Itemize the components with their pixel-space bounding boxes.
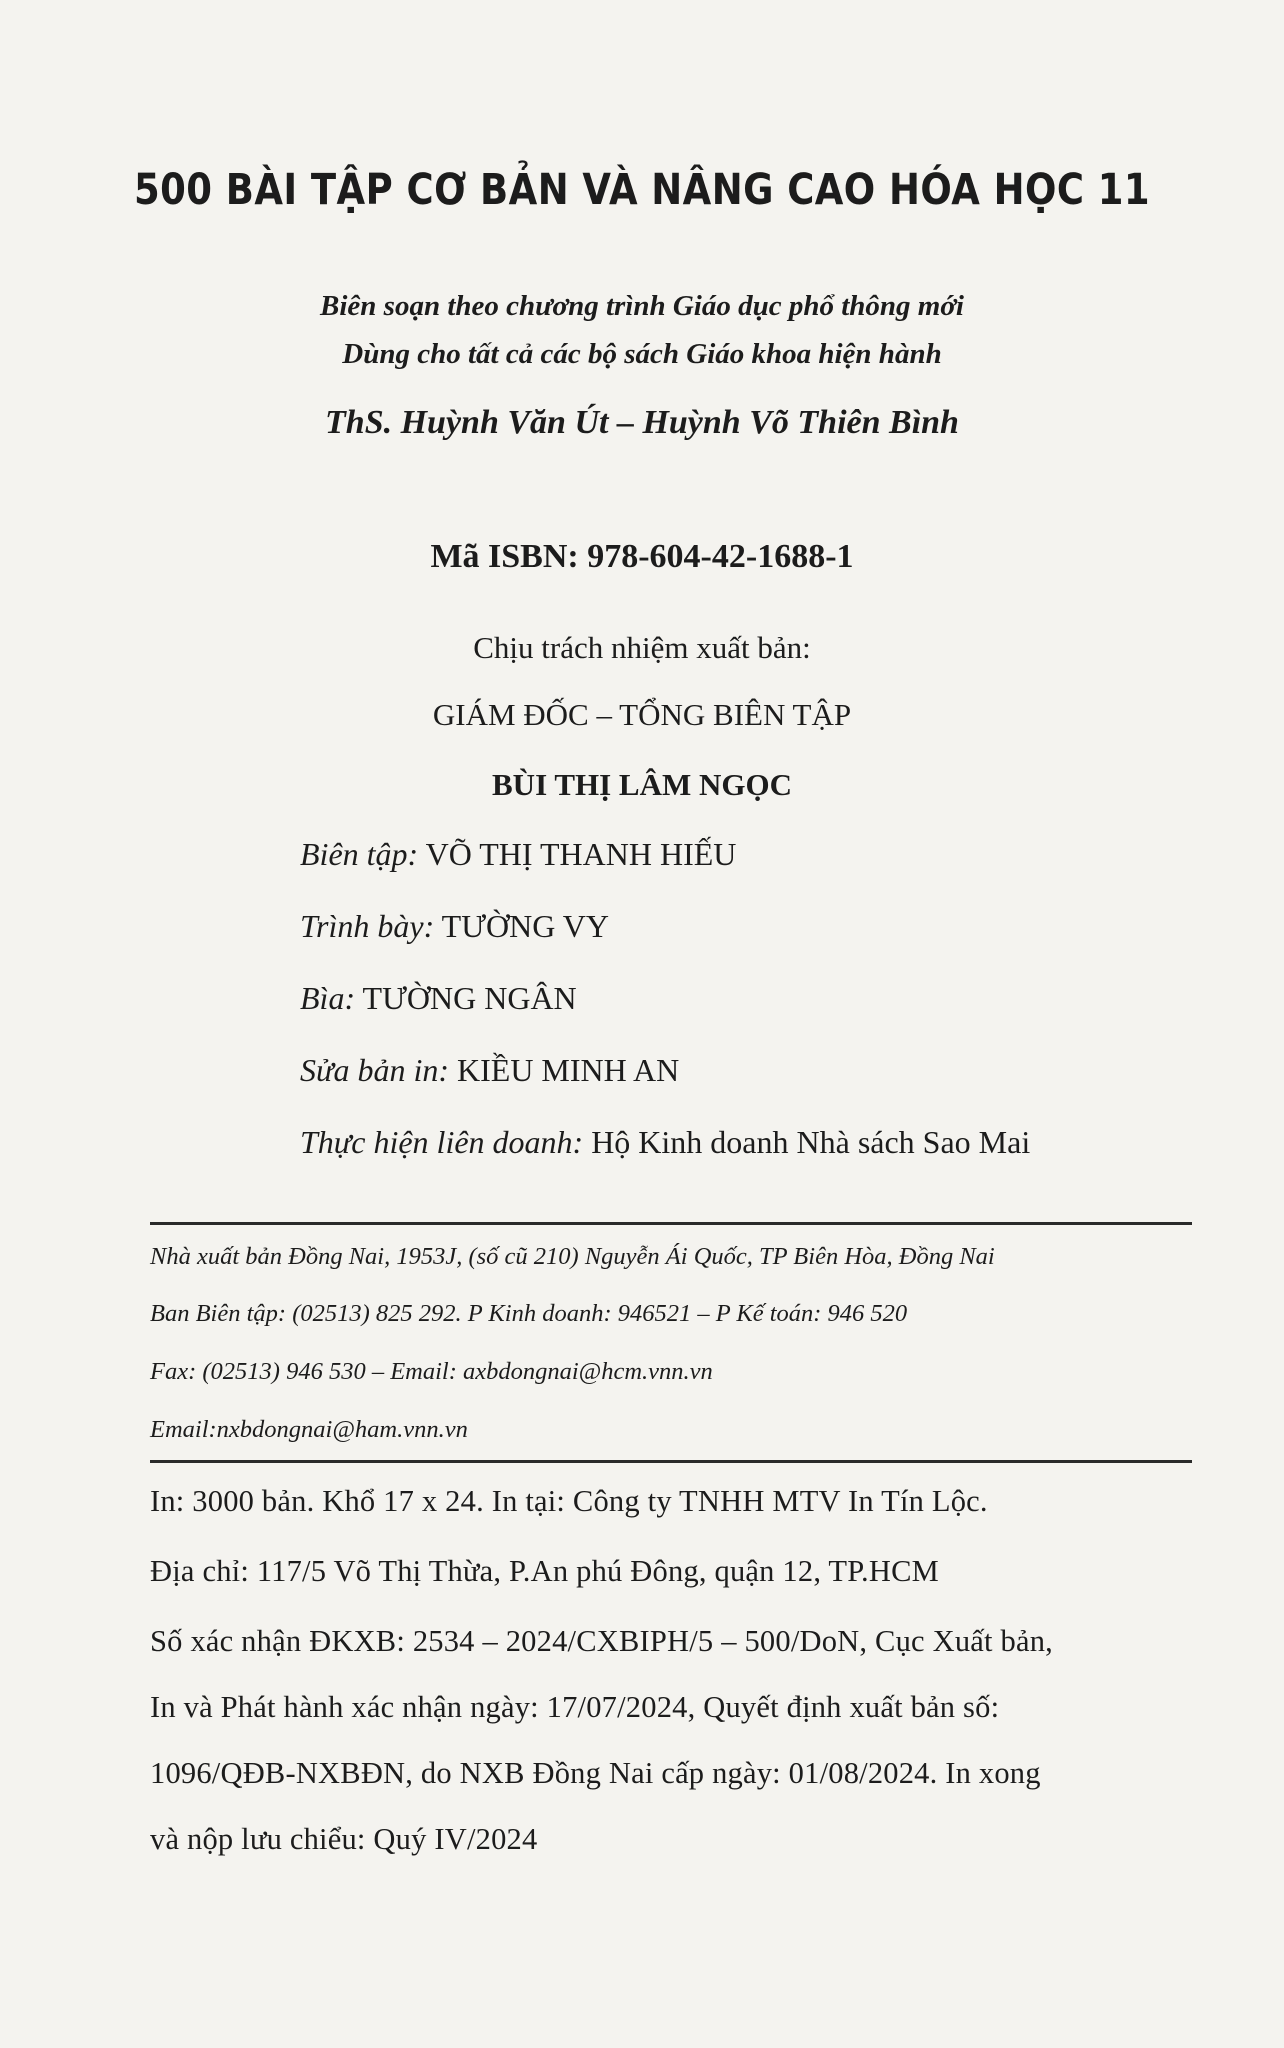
credit-value: VÕ THỊ THANH HIẾU xyxy=(425,836,737,872)
printer-address: Địa chỉ: 117/5 Võ Thị Thừa, P.An phú Đông, quận 12, TP.HCM xyxy=(150,1554,939,1588)
publisher-address: Nhà xuất bản Đồng Nai, 1953J, (số cũ 210) Nguyễn Ái Quốc, TP Biên Hòa, Đồng Nai xyxy=(150,1243,995,1270)
publishing-decision: 1096/QĐB-NXBĐN, do NXB Đồng Nai cấp ngày: 01/08/2024. In xong xyxy=(150,1756,1041,1790)
credit-editor xyxy=(300,836,736,873)
registration-number: Số xác nhận ĐKXB: 2534 – 2024/CXBIPH/5 – 500/DoN, Cục Xuất bản, xyxy=(150,1624,1053,1658)
subtitle-line-2: Dùng cho tất cả các bộ sách Giáo khoa hiện hành xyxy=(342,338,942,370)
responsibility-label: Chịu trách nhiệm xuất bản: xyxy=(473,630,811,665)
credit-label: Thực hiện liên doanh: xyxy=(300,1124,584,1160)
credit-value: KIỀU MINH AN xyxy=(457,1052,680,1088)
credit-value: TƯỜNG NGÂN xyxy=(362,980,577,1016)
publisher-phones: Ban Biên tập: (02513) 825 292. P Kinh doanh: 946521 – P Kế toán: 946 520 xyxy=(150,1300,908,1327)
responsibility-name: BÙI THỊ LÂM NGỌC xyxy=(492,767,792,802)
divider-top xyxy=(150,1222,1192,1225)
publisher-email: Email:nxbdongnai@ham.vnn.vn xyxy=(150,1416,468,1443)
publisher-fax: Fax: (02513) 946 530 – Email: axbdongnai@hcm.vnn.vn xyxy=(150,1358,713,1385)
credit-label: Biên tập: xyxy=(300,836,419,872)
divider-bottom xyxy=(150,1460,1192,1463)
print-run: In: 3000 bản. Khổ 17 x 24. In tại: Công ty TNHH MTV In Tín Lộc. xyxy=(150,1484,988,1518)
subtitle-line-1: Biên soạn theo chương trình Giáo dục phổ thông mới xyxy=(320,290,964,322)
confirmation-date: In và Phát hành xác nhận ngày: 17/07/2024, Quyết định xuất bản số: xyxy=(150,1690,1000,1724)
credit-cover xyxy=(300,980,577,1017)
credit-label: Bìa: xyxy=(300,980,356,1016)
credit-label: Trình bày: xyxy=(300,908,435,944)
credit-layout xyxy=(300,908,609,945)
credit-value: Hộ Kinh doanh Nhà sách Sao Mai xyxy=(591,1124,1031,1160)
credit-joint-venture xyxy=(300,1124,1030,1161)
legal-deposit: và nộp lưu chiểu: Quý IV/2024 xyxy=(150,1822,538,1856)
responsibility-role: GIÁM ĐỐC – TỔNG BIÊN TẬP xyxy=(432,697,852,732)
credit-value: TƯỜNG VY xyxy=(441,908,609,944)
isbn: Mã ISBN: 978-604-42-1688-1 xyxy=(430,538,854,575)
credit-proofreading xyxy=(300,1052,679,1089)
book-title: 500 BÀI TẬP CƠ BẢN VÀ NÂNG CAO HÓA HỌC 11 xyxy=(133,165,1151,215)
authors: ThS. Huỳnh Văn Út – Huỳnh Võ Thiên Bình xyxy=(325,404,959,441)
credit-label: Sửa bản in: xyxy=(300,1052,449,1088)
